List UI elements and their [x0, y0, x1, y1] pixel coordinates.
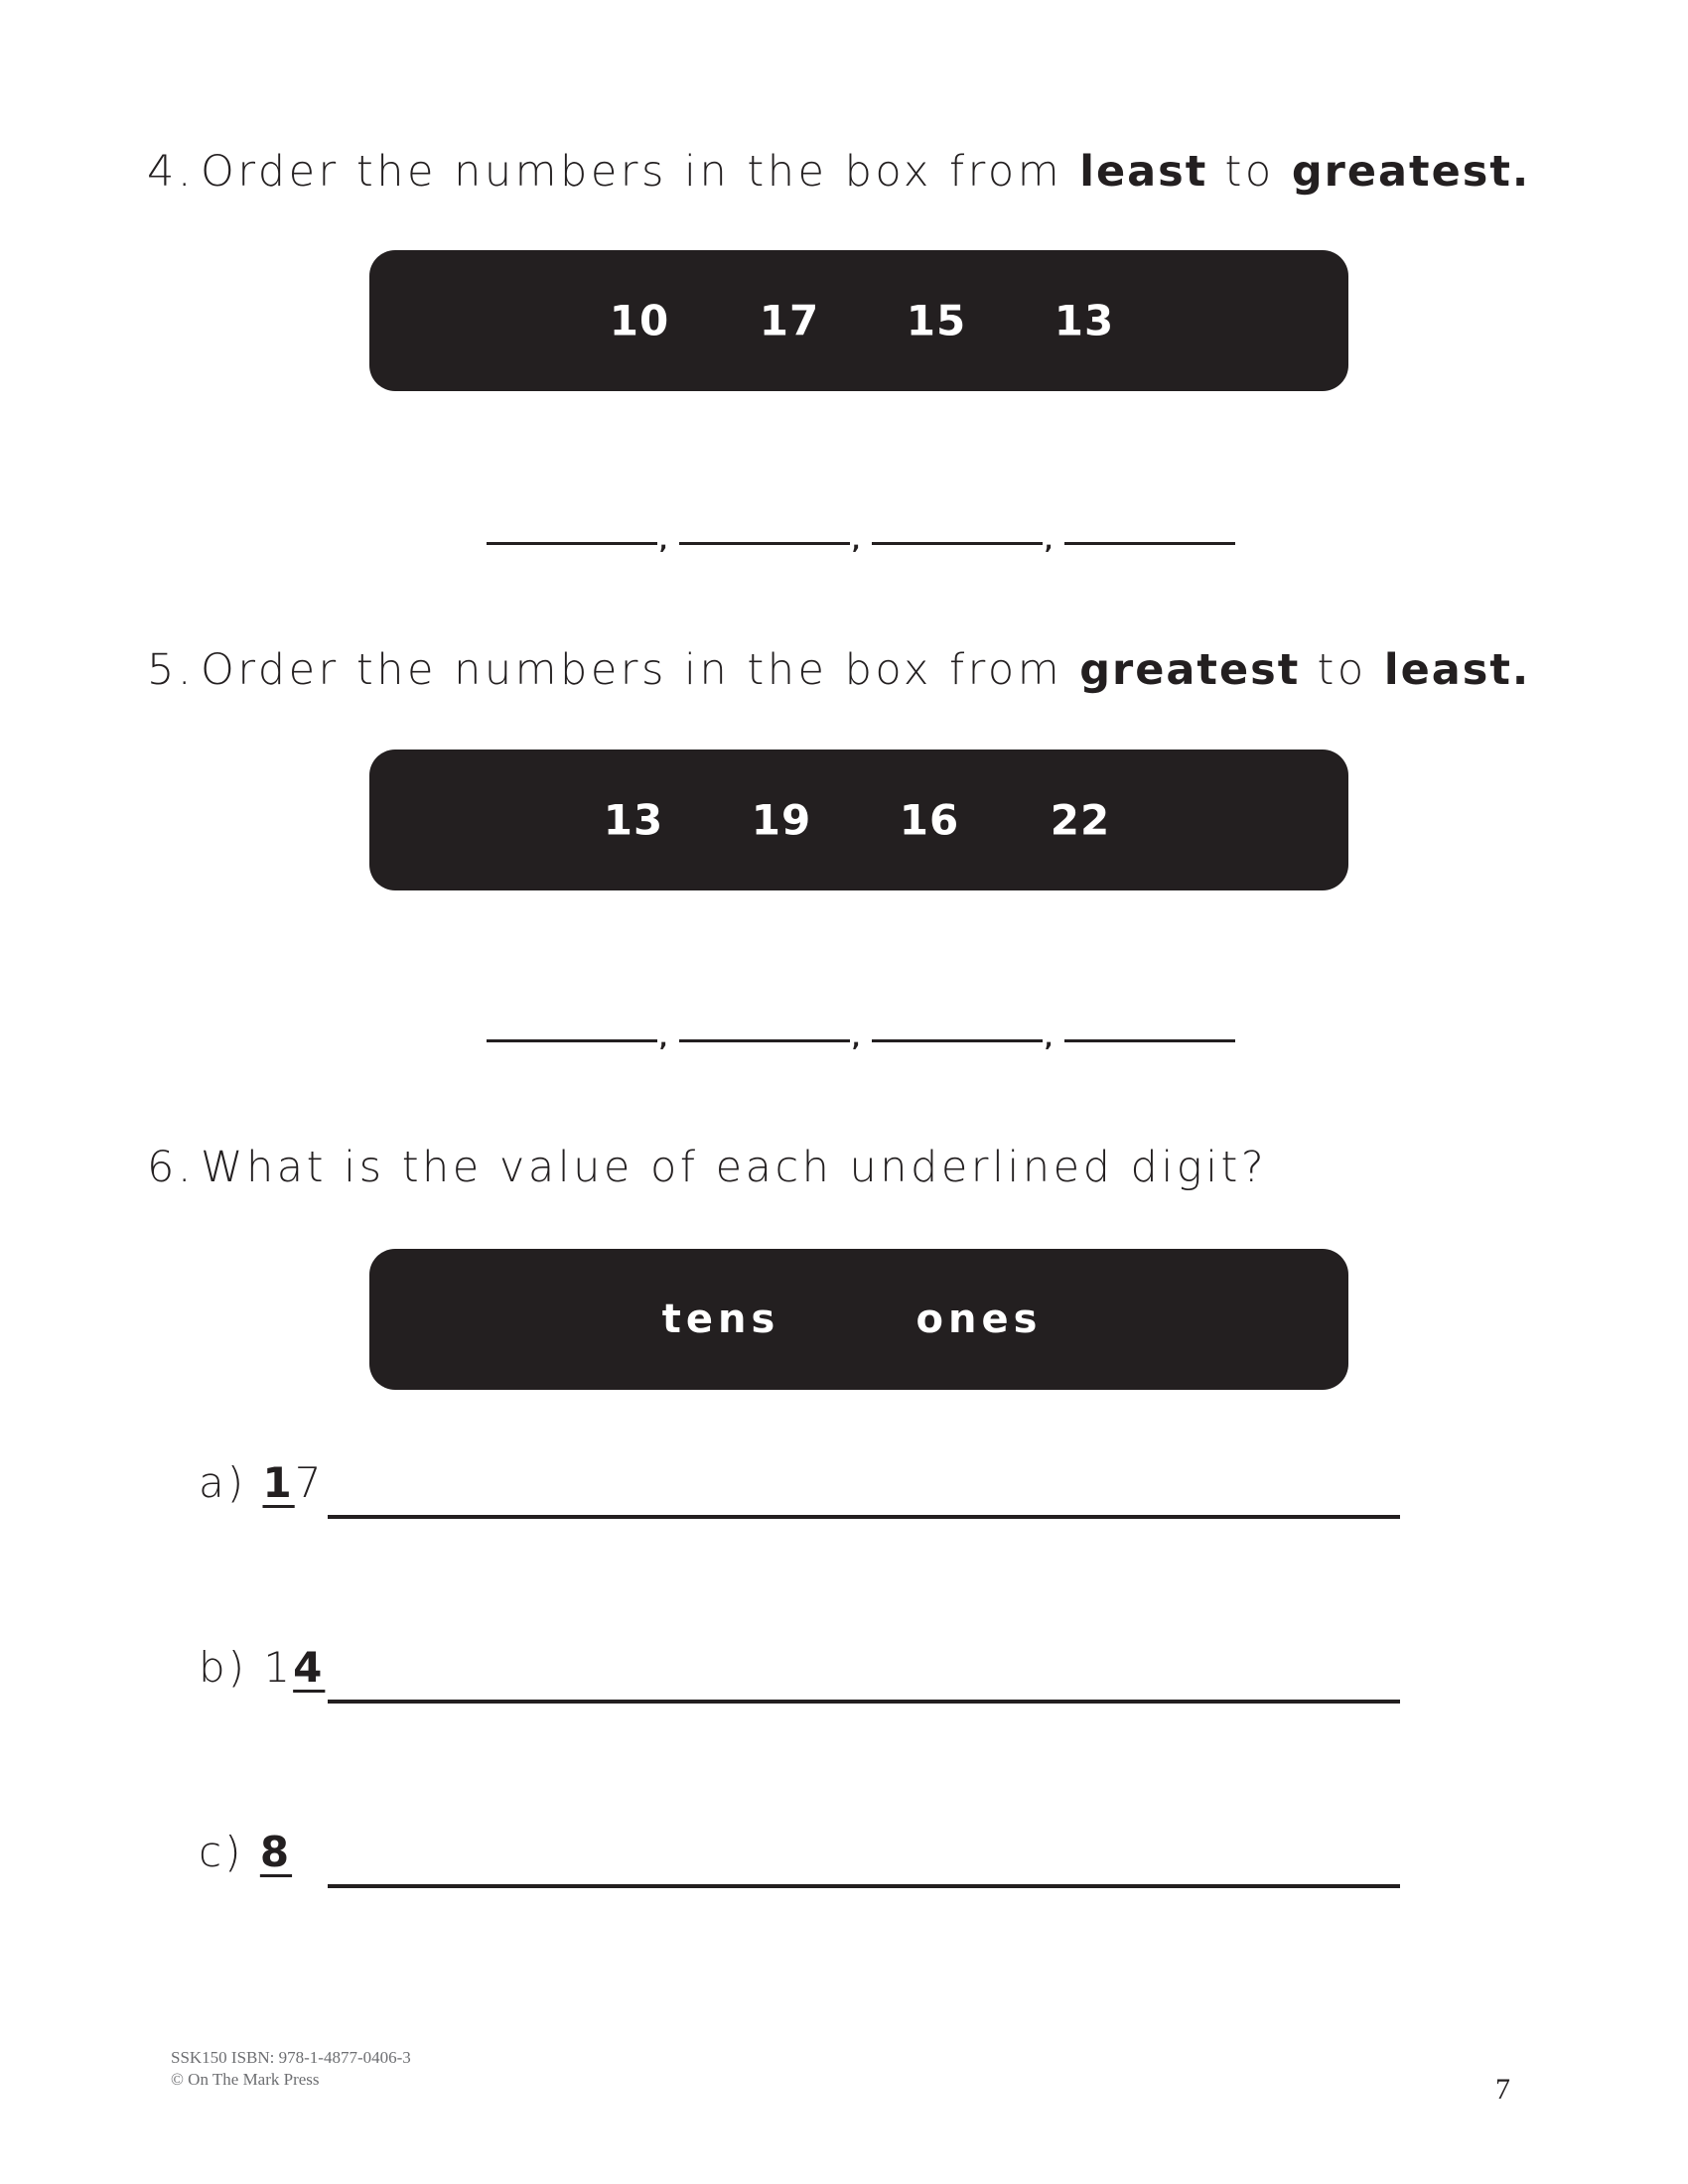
question-4-title — [147, 147, 1531, 197]
answer-line-a[interactable] — [328, 1515, 1400, 1519]
underlined-digit: 4 — [293, 1643, 326, 1692]
box-number: 19 — [751, 795, 812, 845]
box-word-ones: ones — [915, 1297, 1043, 1342]
question-text: to — [1207, 147, 1292, 197]
box-number: 15 — [906, 296, 967, 345]
box-number: 13 — [603, 795, 664, 845]
part-b — [199, 1643, 326, 1692]
place-value-box — [369, 1249, 1348, 1390]
answer-blank[interactable] — [872, 1039, 1043, 1042]
answer-blank[interactable] — [1064, 542, 1235, 545]
answer-blank[interactable] — [1064, 1039, 1235, 1042]
part-label: c) — [199, 1828, 244, 1876]
box-number: 17 — [759, 296, 820, 345]
answer-blank[interactable] — [872, 542, 1043, 545]
question-text: to — [1300, 645, 1384, 695]
bold-keyword: least — [1079, 147, 1208, 197]
footer — [171, 2047, 411, 2091]
comma: , — [852, 530, 861, 555]
isbn-text: SSK150 ISBN: 978-1-4877-0406-3 — [171, 2048, 411, 2067]
comma: , — [1045, 1027, 1054, 1052]
page-number: 7 — [1495, 2073, 1510, 2106]
part-label: b) — [199, 1643, 248, 1692]
bold-keyword: least. — [1383, 645, 1531, 695]
question-number: 4. — [147, 147, 196, 197]
question-text: What is the value of each underlined digit? — [201, 1143, 1268, 1192]
box-number: 13 — [1054, 296, 1115, 345]
answer-blank[interactable] — [487, 1039, 657, 1042]
comma: , — [1045, 530, 1054, 555]
comma: , — [659, 530, 668, 555]
question-text: Order the numbers in the box from — [201, 645, 1080, 695]
question-5-title — [147, 645, 1531, 695]
underlined-digit: 1 — [262, 1458, 295, 1507]
comma: , — [659, 1027, 668, 1052]
box-word-tens: tens — [661, 1297, 780, 1342]
part-label: a) — [199, 1458, 247, 1507]
question-6-title — [147, 1143, 1268, 1192]
box-number: 22 — [1050, 795, 1111, 845]
bold-keyword: greatest — [1079, 645, 1301, 695]
question-text: Order the numbers in the box from — [201, 147, 1080, 197]
answer-line-b[interactable] — [328, 1700, 1400, 1704]
part-number — [260, 1828, 292, 1876]
answer-blank[interactable] — [487, 542, 657, 545]
answer-line-c[interactable] — [328, 1884, 1400, 1888]
part-c — [199, 1828, 293, 1876]
underlined-digit: 8 — [259, 1828, 293, 1876]
question-number: 5. — [147, 645, 196, 695]
part-number: 17 — [262, 1458, 325, 1507]
number-box-q5 — [369, 750, 1348, 890]
answer-blank[interactable] — [679, 1039, 850, 1042]
bold-keyword: greatest. — [1291, 147, 1531, 197]
box-number: 10 — [609, 296, 670, 345]
comma: , — [852, 1027, 861, 1052]
part-a — [199, 1458, 325, 1507]
question-number: 6. — [147, 1143, 196, 1192]
part-number: 14 — [263, 1643, 326, 1692]
answer-blank[interactable] — [679, 542, 850, 545]
copyright-text: © On The Mark Press — [171, 2070, 320, 2089]
number-box-q4 — [369, 250, 1348, 391]
box-number: 16 — [899, 795, 960, 845]
